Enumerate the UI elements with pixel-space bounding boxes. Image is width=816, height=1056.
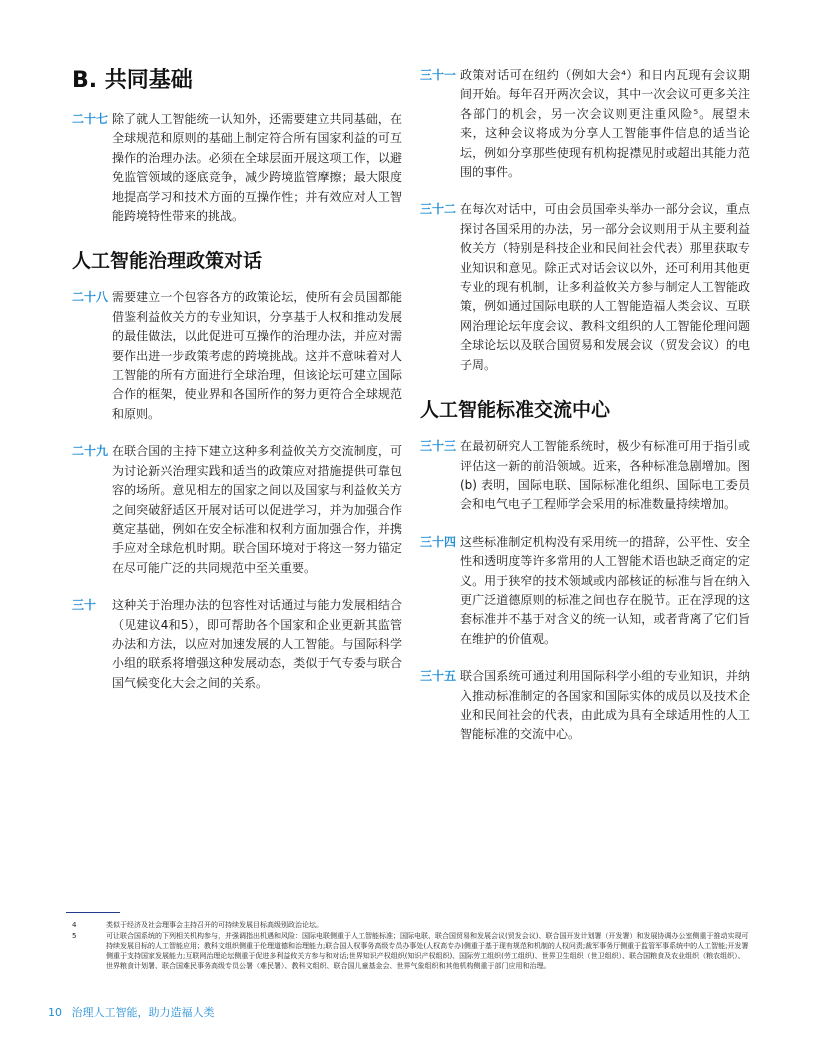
footnote-4 [66, 920, 750, 930]
footnote-5 [66, 931, 750, 971]
page-number: 10 [48, 1006, 62, 1019]
section-heading-standards-exchange: 人工智能标准交流中心 [420, 399, 611, 422]
paragraph-31 [420, 66, 750, 182]
paragraph-number: 三十四 [420, 534, 457, 549]
paragraph-text: 在每次对话中，可由会员国牵头举办一部分会议，重点探讨各国采用的办法，另一部分会议则用于从主要利益攸关方（特别是科技企业和民间社会代表）那里获取专业知识和意见。除正式对话会议以外，还可利用其他更专业的现有机制，让多利益攸关方参与制定人工智能政策，例如通过国际电联的人工智能造福人类会议、互联网治理论坛年度会议、教科文组织的人工智能伦理问题全球论坛以及联合国贸易和发展会议（贸发会议）的电子周。 [460, 202, 750, 372]
paragraph-text: 除了就人工智能统一认知外，还需要建立共同基础，在全球规范和原则的基础上制定符合所有国家利益的可互操作的治理办法。必须在全球层面开展这项工作，以避免监管领域的逐底竞争，减少跨境监管摩擦；最大限度地提高学习和技术方面的互操作性；并有效应对人工智能跨境特性带来的挑战。 [112, 112, 402, 224]
paragraph-27 [72, 110, 402, 226]
footnote-text: 可让联合国系统的下列相关机构参与，并强调指出机遇和风险：国际电联侧重于人工智能标准；国际电联、联合国贸易和发展会议(贸发会议)、联合国开发计划署（开发署）和发展协调办公室侧重于推动实现可持续发展目标的人工智能应用；教科文组织侧重于伦理道德和治理能力;联合国人权事务高级专员办事处(人权高专办)侧重于基于现有规范和机制的人权问责;裁军事务厅侧重于监管军事系统中的人工智能;开发署侧重于支持国家发展能力;互联网治理论坛侧重于促进多利益攸关方参与和对话;世界知识产权组织(知识产权组织)、国际劳工组织(劳工组织)、世界卫生组织（世卫组织）、联合国粮食及农业组织（粮农组织）、世界粮食计划署、联合国难民事务高级专员公署（难民署）、教科文组织、联合国儿童基金会、世界气象组织和其他机构侧重于部门应用和治理。 [106, 932, 749, 970]
paragraph-number: 三十二 [420, 202, 457, 217]
paragraph-text: 在最初研究人工智能系统时，极少有标准可用于指引或评估这一新的前沿领域。近来，各种标准急剧增加。图(b) 表明，国际电联、国际标准化组织、国际电工委员会和电气电子工程师学会采用的标准数量持续增加。 [460, 439, 750, 512]
document-title: 治理人工智能，助力造福人类 [71, 1006, 215, 1019]
footnotes [66, 920, 750, 972]
paragraph-number: 二十七 [72, 112, 109, 126]
paragraph-number: 三十五 [420, 669, 457, 684]
footnote-text: 类似于经济及社会理事会主持召开的可持续发展目标高级别政治论坛。 [106, 921, 323, 929]
paragraph-text: 这种关于治理办法的包容性对话通过与能力发展相结合（见建议4和5），即可帮助各个国家和企业更新其监管办法和方法，以应对加速发展的人工智能。与国际科学小组的联系将增强这种发展动态，类似于气专委与联合国气候变化大会之间的关系。 [112, 598, 402, 690]
footnote-number: 5 [72, 932, 77, 940]
footnote-divider [66, 912, 120, 913]
paragraph-number: 三十 [72, 598, 97, 613]
paragraph-32 [420, 200, 750, 375]
paragraph-number: 二十九 [72, 444, 109, 459]
paragraph-29 [72, 442, 402, 578]
right-column [420, 66, 750, 763]
footnote-number: 4 [72, 921, 77, 929]
paragraph-text: 需要建立一个包容各方的政策论坛，使所有会员国都能借鉴利益攸关方的专业知识，分享基于人权和推动发展的最佳做法，以此促进可互操作的治理办法，并应对需要作出进一步政策考虑的跨境挑战。这并不意味着对人工智能的所有方面进行全球治理，但该论坛可建立国际合作的框架，使业界和各国所作的努力更符合全球规范和原则。 [112, 290, 402, 421]
section-heading-b: B. 共同基础 [72, 68, 193, 93]
paragraph-35 [420, 667, 750, 745]
paragraph-text: 政策对话可在纽约（例如大会⁴）和日内瓦现有会议期间开始。每年召开两次会议，其中一次会议可更多关注各部门的机会，另一次会议则更注重风险⁵。展望未来，这种会议将成为分享人工智能事件信息的适当论坛，例如分享那些使现有机构捉襟见肘或超出其能力范围的事件。 [460, 68, 750, 180]
paragraph-30 [72, 596, 402, 693]
left-column [72, 66, 402, 711]
paragraph-number: 三十一 [420, 68, 457, 82]
section-heading-policy-dialogue: 人工智能治理政策对话 [72, 250, 263, 273]
paragraph-text: 联合国系统可通过利用国际科学小组的专业知识，并纳入推动标准制定的各国家和国际实体的成员以及技术企业和民间社会的代表，由此成为具有全球适用性的人工智能标准的交流中心。 [460, 669, 750, 742]
paragraph-number: 二十八 [72, 290, 109, 305]
paragraph-34 [420, 533, 750, 649]
paragraph-28 [72, 288, 402, 424]
page-footer [48, 1004, 215, 1020]
paragraph-number: 三十三 [420, 439, 457, 454]
paragraph-text: 这些标准制定机构没有采用统一的措辞，公平性、安全性和透明度等许多常用的人工智能术语也缺乏商定的定义。用于狭窄的技术领域或内部核证的标准与旨在纳入更广泛道德原则的标准之间也存在脱节。正在浮现的这套标准并不基于对含义的统一认知，或者背离了它们旨在维护的价值观。 [460, 534, 750, 646]
paragraph-text: 在联合国的主持下建立这种多利益攸关方交流制度，可为讨论新兴治理实践和适当的政策应对措施提供可靠包容的场所。意见相左的国家之间以及国家与利益攸关方之间突破舒适区开展对话可以促进学习，并为加强合作奠定基础，例如在安全标准和权利方面加强合作，并携手应对全球危机时期。联合国环境对于将这一努力锚定在尽可能广泛的共同规范中至关重要。 [112, 444, 402, 575]
paragraph-33 [420, 437, 750, 515]
